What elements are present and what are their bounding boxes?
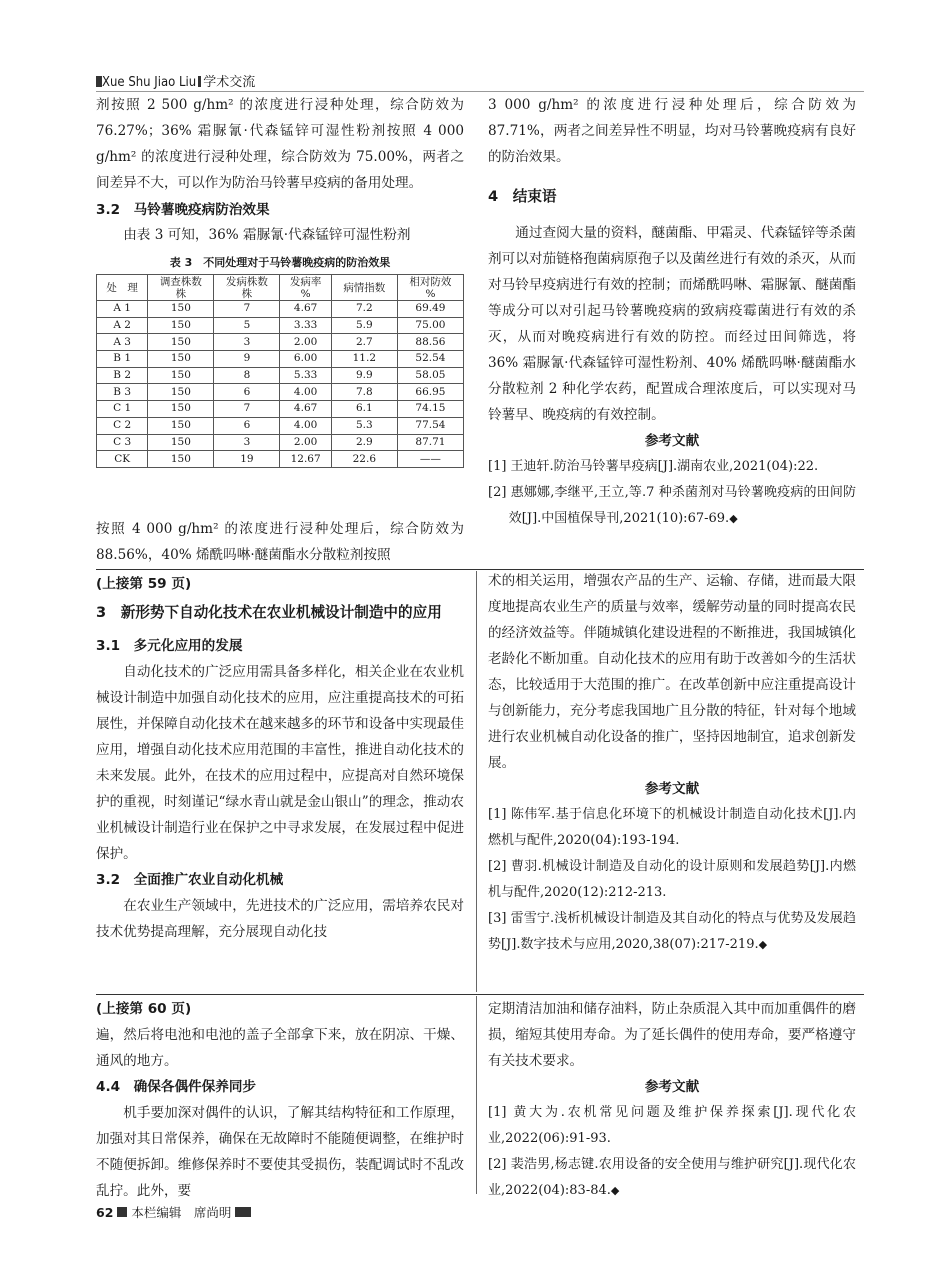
table-cell: 150: [148, 384, 214, 401]
table-cell: 5.3: [331, 417, 397, 434]
table-cell: 75.00: [397, 317, 463, 334]
s3-references-title: 参考文献: [644, 1079, 700, 1095]
s2-paragraph-1: 自动化技术的广泛应用需具备多样化，相关企业在农业机械设计制造中加强自动化技术的应用，应注重提高技术的可拓展性，并保障自动化技术在越来越多的环节和设备中实现最佳应用，增强自动化技术应用范围的丰富性，推进自动化技术的未来发展。此外，在技术的应用过程中，应提高对自然环境保护的重视，时刻谨记“绿水青山就是金山银山”的理念，推动农业机械设计制造行业在保护之中寻求发展，在发展过程中促进保护。: [96, 664, 464, 862]
section-divider-2: [96, 994, 864, 995]
s1-right-column: [488, 92, 856, 532]
table-cell: 52.54: [397, 351, 463, 368]
header-divider-icon: [198, 76, 201, 87]
table-cell: 4.00: [280, 417, 331, 434]
table-cell: 150: [148, 301, 214, 318]
table-3: [96, 274, 464, 468]
table-cell: 5.33: [280, 367, 331, 384]
table-header-cell: 处 理: [97, 275, 148, 301]
table-cell: B 1: [97, 351, 148, 368]
s3-reference-2: [2] 裴浩男,杨志键.农用设备的安全使用与维护研究[J].现代化农业,2022(04):83-84.◆: [488, 1157, 856, 1198]
table-cell: ——: [397, 451, 463, 468]
table-cell: 69.49: [397, 301, 463, 318]
table-cell: 2.9: [331, 434, 397, 451]
table-cell: 7.8: [331, 384, 397, 401]
end-mark-icon: ◆: [758, 938, 768, 951]
table-cell: 150: [148, 401, 214, 418]
table-cell: 11.2: [331, 351, 397, 368]
table-cell: 12.67: [280, 451, 331, 468]
s2-continued-from: (上接第 59 页): [96, 576, 192, 592]
s1-left-paragraph-1: 剂按照 2 500 g/hm² 的浓度进行浸种处理，综合防效为 76.27%；36% 霜脲氰·代森锰锌可湿性粉剂按照 4 000 g/hm² 的浓度进行浸种处理，综合防效为 75.00%，两者之间差异不大，可以作为防治马铃薯早疫病的备用处理。: [96, 97, 464, 191]
table-cell: 66.95: [397, 384, 463, 401]
s2-column-divider: [476, 571, 477, 992]
running-header: [96, 71, 255, 90]
footer-square-icon: [117, 1207, 127, 1217]
table-row: [97, 351, 464, 368]
table-row: [97, 334, 464, 351]
table-cell: 3: [214, 334, 280, 351]
table-cell: B 3: [97, 384, 148, 401]
table-cell: 7.2: [331, 301, 397, 318]
footer-bar-icon: [235, 1207, 251, 1217]
table-cell: B 2: [97, 367, 148, 384]
table-cell: 87.71: [397, 434, 463, 451]
table-cell: 6: [214, 417, 280, 434]
table-cell: 150: [148, 451, 214, 468]
table-cell: 150: [148, 351, 214, 368]
table-cell: 77.54: [397, 417, 463, 434]
table-cell: 3.33: [280, 317, 331, 334]
s2-paragraph-2: 在农业生产领域中，先进技术的广泛应用，需培养农民对技术优势提高理解，充分展现自动化技: [96, 898, 464, 940]
table-row: [97, 301, 464, 318]
table-cell: C 1: [97, 401, 148, 418]
table-cell: 150: [148, 434, 214, 451]
table-cell: 150: [148, 334, 214, 351]
table-cell: 7: [214, 401, 280, 418]
table-header-row: [97, 275, 464, 301]
s1-right-paragraph-1: 3 000 g/hm² 的浓度进行浸种处理后，综合防效为 87.71%，两者之间差异性不明显，均对马铃薯晚疫病有良好的防治效果。: [488, 97, 856, 165]
page-footer: [96, 1203, 251, 1221]
page-number: 62: [96, 1205, 114, 1220]
s3-paragraph-1: 遍，然后将电池和电池的盖子全部拿下来，放在阴凉、干燥、通风的地方。: [96, 1027, 464, 1069]
s3-reference-1: [1] 黄大为.农机常见问题及维护保养探索[J].现代化农业,2022(06):91-93.: [488, 1105, 856, 1146]
table-header-cell: 调查株数 株: [148, 275, 214, 301]
s2-right-paragraph: 术的相关运用，增强农产品的生产、运输、存储，进而最大限度地提高农业生产的质量与效率，缓解劳动量的同时提高农民的经济效益等。伴随城镇化建设进程的不断推进，我国城镇化老龄化不断加重。自动化技术的应用有助于改善如今的生活状态，比较适用于大范围的推广。在改革创新中应注重提高设计与创新能力，充分考虑我国地广且分散的特征，针对每个地域进行农业机械自动化设备的推广，坚持因地制宜，追求创新发展。: [488, 573, 856, 771]
s2-right-column: [488, 568, 856, 958]
s2-reference-2: [2] 曹羽.机械设计制造及自动化的设计原则和发展趋势[J].内燃机与配件,2020(12):212-213.: [488, 859, 856, 900]
journal-cn: 学术交流: [203, 75, 256, 90]
table-cell: 74.15: [397, 401, 463, 418]
s1-heading-4: 4 结束语: [488, 188, 557, 205]
table-cell: 150: [148, 417, 214, 434]
table-cell: 8: [214, 367, 280, 384]
table-cell: 150: [148, 367, 214, 384]
s1-references-title: 参考文献: [644, 433, 700, 449]
table-cell: 4.67: [280, 401, 331, 418]
s1-left-paragraph-3: 按照 4 000 g/hm² 的浓度进行浸种处理后，综合防效为 88.56%，40% 烯酰吗啉·醚菌酯水分散粒剂按照: [96, 521, 464, 563]
table-header-cell: 发病率 %: [280, 275, 331, 301]
table-cell: 4.00: [280, 384, 331, 401]
s3-right-column: [488, 996, 856, 1204]
table-cell: A 1: [97, 301, 148, 318]
table-cell: 9: [214, 351, 280, 368]
table-cell: 2.7: [331, 334, 397, 351]
s2-references-title: 参考文献: [644, 781, 700, 797]
table-cell: 6: [214, 384, 280, 401]
table-cell: 7: [214, 301, 280, 318]
table-cell: 150: [148, 317, 214, 334]
table-row: [97, 417, 464, 434]
s2-left-column: [96, 571, 464, 945]
s3-column-divider: [476, 996, 477, 1194]
s3-right-paragraph: 定期清洁加油和储存油料，防止杂质混入其中而加重偶件的磨损，缩短其使用寿命。为了延长偶件的使用寿命，要严格遵守有关技术要求。: [488, 1001, 856, 1069]
s3-left-column: [96, 996, 464, 1204]
table-cell: A 3: [97, 334, 148, 351]
table-row: [97, 384, 464, 401]
s3-paragraph-2: 机手要加深对偶件的认识，了解其结构特征和工作原理，加强对其日常保养，确保在无故障时不能随便调整，在维护时不随便拆卸。维修保养时不要使其受损伤，装配调试时不乱改乱拧。此外，要: [96, 1105, 464, 1199]
table-cell: 2.00: [280, 334, 331, 351]
s2-heading-3: 3 新形势下自动化技术在农业机械设计制造中的应用: [96, 604, 442, 621]
s1-left-paragraph-2: 由表 3 可知，36% 霜脲氰·代森锰锌可湿性粉剂: [123, 227, 411, 243]
table-cell: 3: [214, 434, 280, 451]
table-cell: 88.56: [397, 334, 463, 351]
table-cell: 5: [214, 317, 280, 334]
table-cell: 58.05: [397, 367, 463, 384]
s3-heading-4-4: 4.4 确保各偶件保养同步: [96, 1079, 257, 1095]
s1-reference-2: [2] 惠娜娜,李继平,王立,等.7 种杀菌剂对马铃薯晚疫病的田间防效[J].中国植保导刊,2021(10):67-69.◆: [488, 485, 856, 526]
s1-right-paragraph-2: 通过查阅大量的资料，醚菌酯、甲霜灵、代森锰锌等杀菌剂可以对茄链格孢菌病原孢子以及菌丝进行有效的杀灭，从而对马铃早疫病进行有效的控制；而烯酰吗啉、霜脲氰、醚菌酯等成分可以对引起马铃薯晚疫病的致病疫霉菌进行有效的杀灭，从而对晚疫病进行有效的防控。而经过田间筛选，将 36% 霜脲氰·代森锰锌可湿性粉剂、40% 烯酰吗啉·醚菌酯水分散粒剂 2 种化学农药，配置成合理浓度后，可以实现对马铃薯早、晚疫病的有效控制。: [488, 225, 856, 423]
table-row: [97, 367, 464, 384]
s3-continued-from: (上接第 60 页): [96, 1001, 192, 1017]
table-cell: C 3: [97, 434, 148, 451]
s2-heading-3-2: 3.2 全面推广农业自动化机械: [96, 872, 284, 888]
table-cell: CK: [97, 451, 148, 468]
table-3-caption: 表 3 不同处理对于马铃薯晚疫病的防治效果: [169, 256, 391, 269]
table-row: [97, 434, 464, 451]
table-cell: 22.6: [331, 451, 397, 468]
table-row: [97, 401, 464, 418]
s1-reference-1: [1] 王迪轩.防治马铃薯早疫病[J].湖南农业,2021(04):22.: [488, 459, 819, 474]
table-cell: C 2: [97, 417, 148, 434]
table-header-cell: 发病株数 株: [214, 275, 280, 301]
editor-credit: 本栏编辑 席尚明: [131, 1205, 232, 1220]
s1-left-column: [96, 92, 464, 468]
table-row: [97, 317, 464, 334]
s1-left-column-bottom: [96, 516, 464, 568]
s2-reference-3: [3] 雷雪宁.浅析机械设计制造及其自动化的特点与优势及发展趋势[J].数字技术与应用,2020,38(07):217-219.◆: [488, 911, 856, 952]
table-row: [97, 451, 464, 468]
table-cell: 5.9: [331, 317, 397, 334]
end-mark-icon: ◆: [610, 1184, 620, 1197]
journal-latin: Xue Shu Jiao Liu: [102, 75, 197, 90]
table-cell: A 2: [97, 317, 148, 334]
table-cell: 19: [214, 451, 280, 468]
table-cell: 2.00: [280, 434, 331, 451]
table-cell: 9.9: [331, 367, 397, 384]
table-cell: 6.1: [331, 401, 397, 418]
table-header-cell: 相对防效 %: [397, 275, 463, 301]
s2-reference-1: [1] 陈伟军.基于信息化环境下的机械设计制造自动化技术[J].内燃机与配件,2020(04):193-194.: [488, 807, 856, 848]
end-mark-icon: ◆: [729, 512, 738, 525]
s2-heading-3-1: 3.1 多元化应用的发展: [96, 638, 243, 654]
table-cell: 4.67: [280, 301, 331, 318]
s1-heading-3-2: 3.2 马铃薯晚疫病防治效果: [96, 202, 270, 218]
table-header-cell: 病情指数: [331, 275, 397, 301]
table-cell: 6.00: [280, 351, 331, 368]
